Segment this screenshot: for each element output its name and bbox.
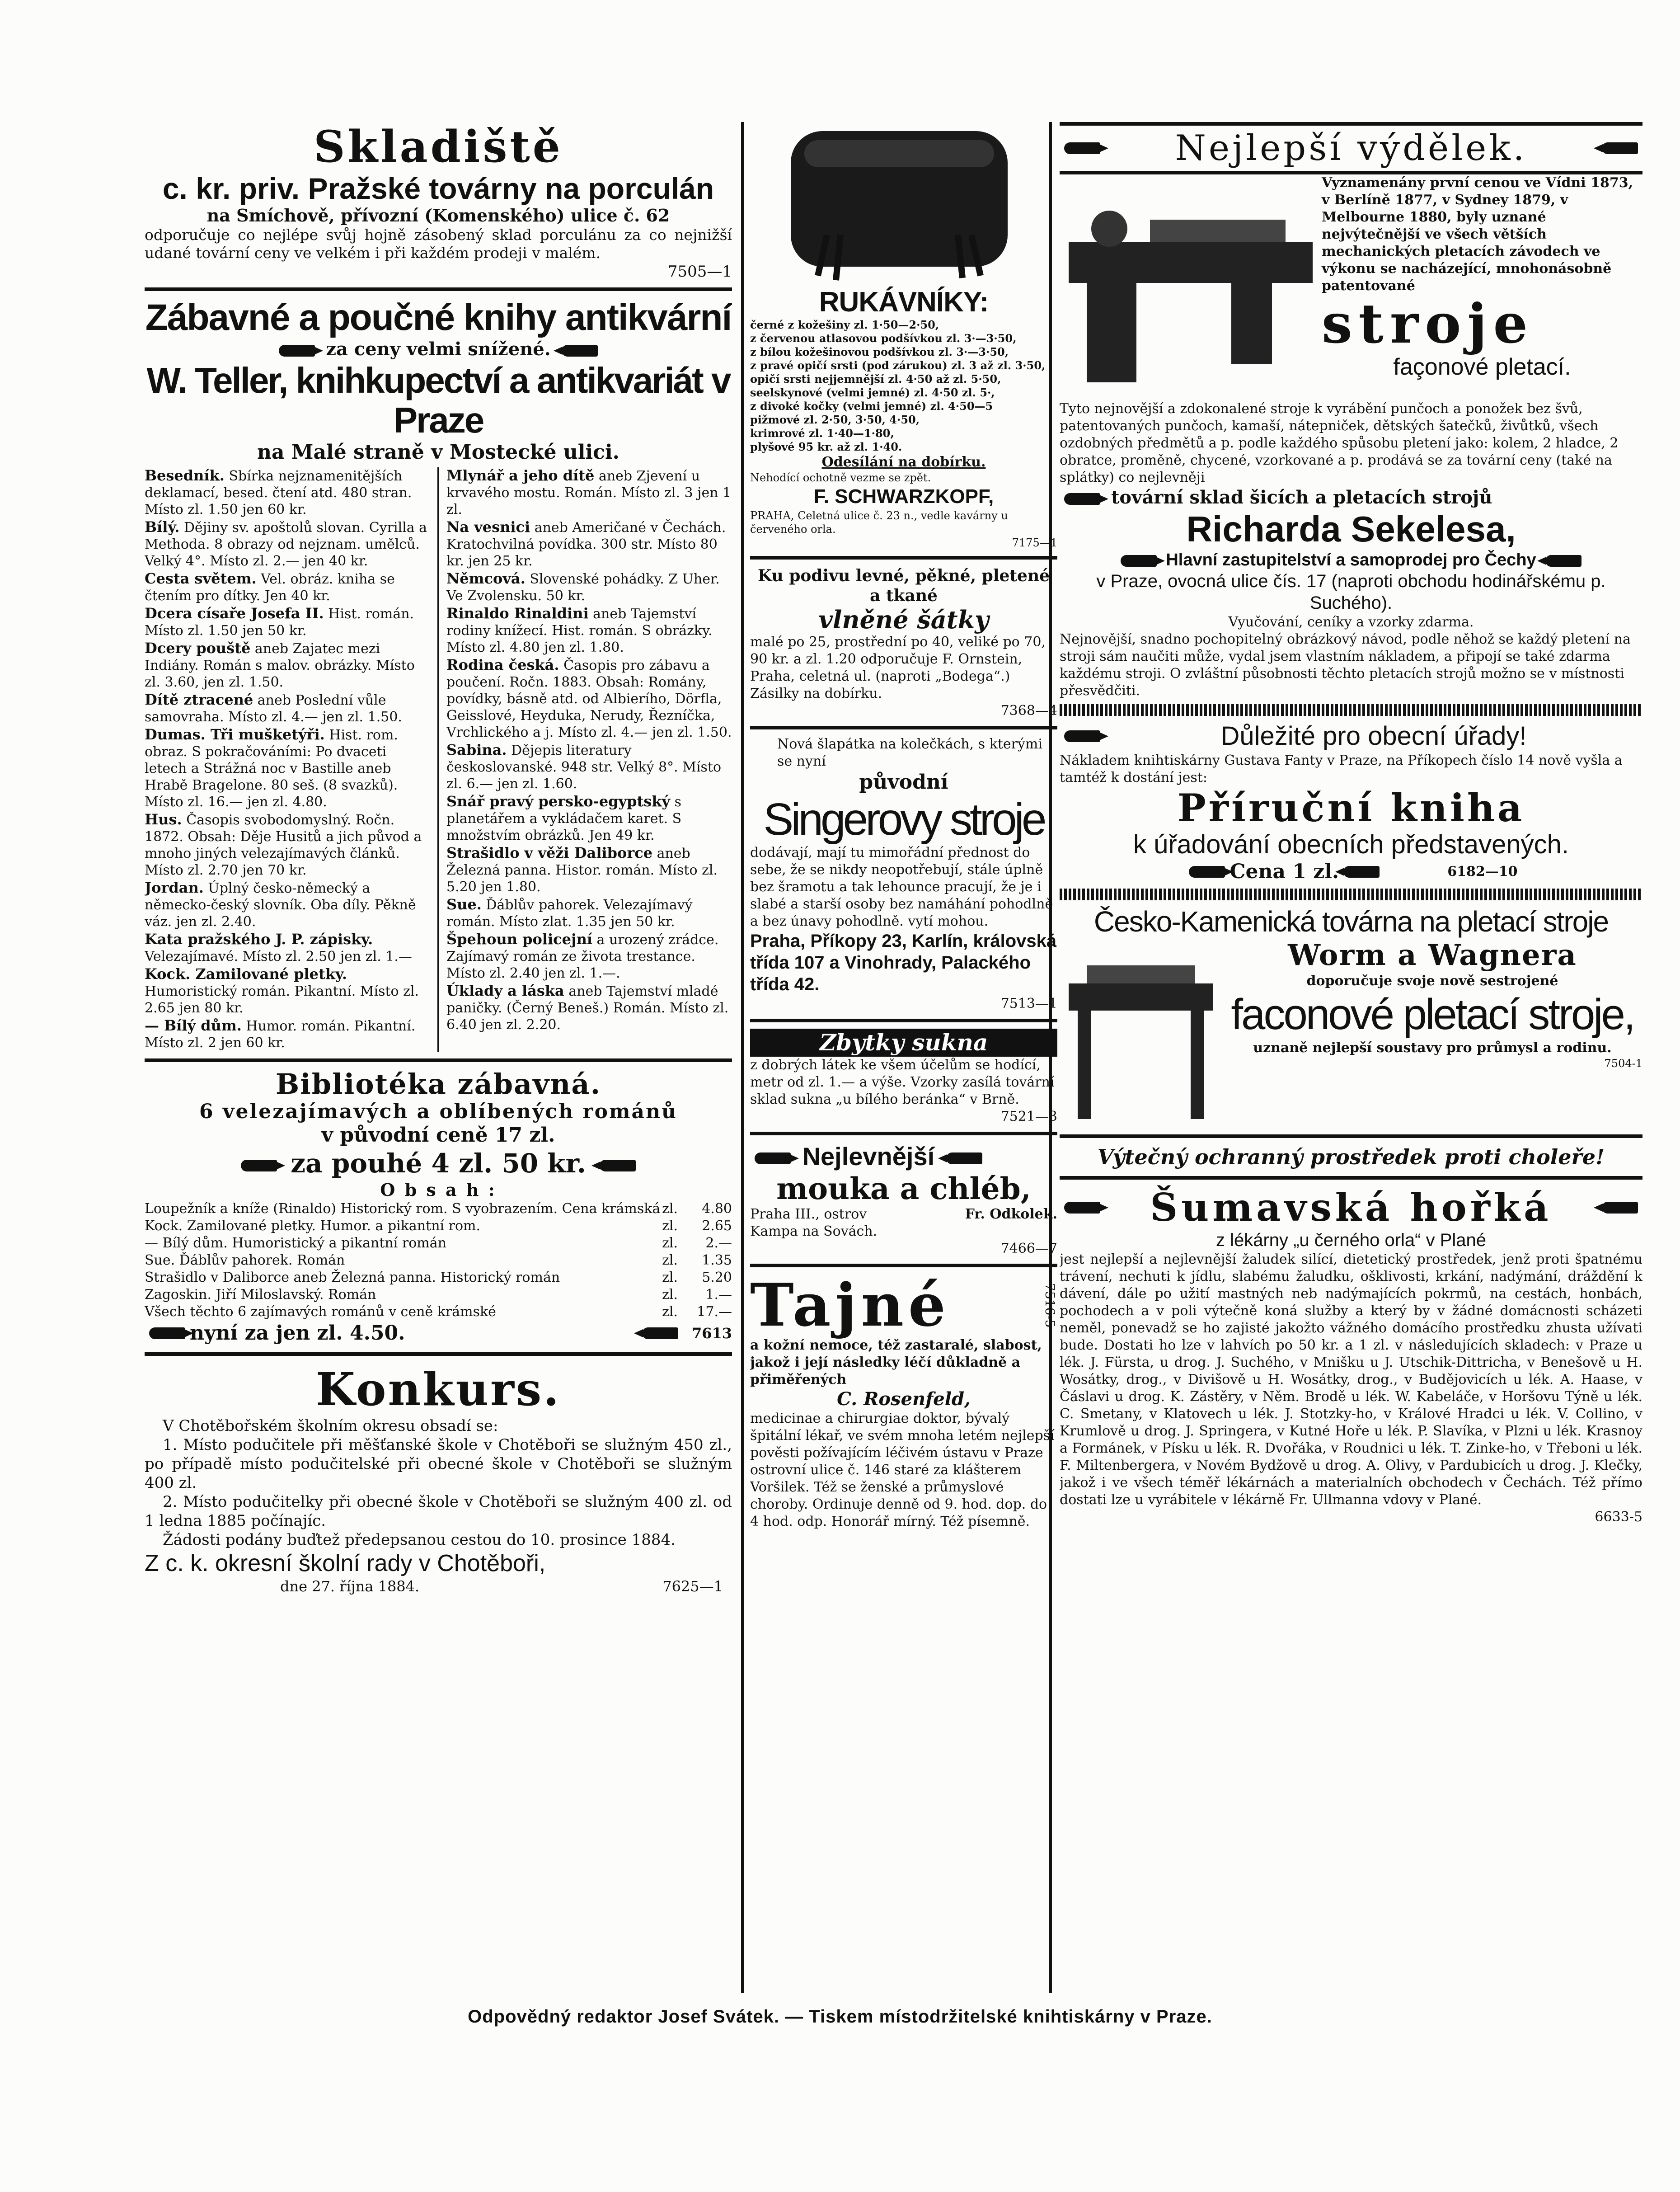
knitting-machine-illustration (1060, 174, 1322, 400)
pointing-hand-icon (946, 1152, 982, 1164)
muff-item: pižmové zl. 2·50, 3·50, 4·50, (750, 413, 920, 426)
hatched-divider (1060, 704, 1642, 716)
wool-text: malé po 25, prostřední po 40, veliké po 70, 90 kr. a zl. 1.20 odporučuje F. Ornstein, Praha, celetná ul. (naproti „Bodega“.) Zásilky na dobírku. (750, 634, 1046, 701)
bitter-text: jest nejlepší a nejlevnější žaludek silící, dietetický prostředek, jenž proti špatnému trávení, nechuti k jídlu, slabému žaludku, ošklivosti, krkání, nadýmání, dráždění k dávení, dále po užití mastných neb nadýmajících pokrmů, na cestách, honbách, pochodech a v poli výtečně koná služby a který by v žádné domácnosti scházeti neměl, ponevadž se ho zajisté jakožto vážného domácího prostředku zhusta užívati bude. Dostati ho lze v lahvích po 50 kr. a 1 zl. v následujících skladech: v Praze u lék. J. Fürsta, u drog. J. Suchého, v Mnišku u J. Utschik-Dittricha, v Benešově u H. Wosátky, drog., v Divišově u H. Wosátky, drog., v Budějovicích u lék. A. Haase, v Čáslavi u drog. K. Zástěry, v Něm. Brodě u lék. W. Kabeláče, v Horšovu Týně u lék. C. Smetany, v Klatovech u lék. J. Stotzky-ho, v Králové Hradci u lék. V. Collino, v Krumlově u drog. J. Springera, v Kutné Hoře u lék. P. Slavíka, v Plzni u lék. Krasnoy a Formánek, v Písku u lék. R. Dvořáka, v Roudnici u lék. T. Zinke-ho, v Třeboni u lék. F. Miltenbergera, v Novém Bydžově u drog. A. Olivy, v Pardubicích u drog. J. Klečky, jakož i ve všech téměř lékárnách a materialních obchodech v Čechách. Též přímo dostati lze u vyrábitele v lékárně Fr. Ullmanna vdovy v Plané. (1060, 1251, 1642, 1508)
library-ad-line1: 6 velezajímavých a oblíbených románů (199, 1100, 677, 1123)
hatched-divider (1060, 889, 1642, 900)
porcelain-ad-address: na Smíchově, přívozní (Komenského) ulice č. 62 (206, 205, 670, 226)
secret-ad (750, 1270, 1057, 1530)
konkurs-title: Konkurs. (316, 1363, 561, 1416)
book-entry: — Bílý dům. Humor. román. Pikantní. Místo zl. 2 jen 60 kr. (145, 1017, 416, 1051)
library-ad (145, 1068, 732, 1346)
flour-ad (750, 1142, 1057, 1257)
pointing-hand-icon (1189, 866, 1225, 878)
price-row: Všech těchto 6 zajímavých románů v ceně krámské zl. 17.— (145, 1304, 732, 1320)
pointing-hand-icon (1602, 1202, 1638, 1214)
column-rule-1 (741, 122, 744, 1993)
book-entry: Dcery pouště aneb Zajatec mezi Indiány. Román s malov. obrázky. Místo zl. 3.60, jen zl. 1.50. (145, 640, 415, 690)
cloth-code: 7521—3 (1000, 1109, 1057, 1124)
singer-text: dodávají, mají tu mimořádní přednost do sebe, že se nikdy neopotřebují, stále úplně bez šramotu a tak lehounce pracují, že je i slabé a starší osoby bez namáhání pohodlně a bez únavy pohodlně. vytí mohou. (750, 845, 1053, 929)
pointing-hand-icon (755, 1152, 791, 1164)
pointing-hand-icon (1064, 142, 1100, 154)
divider (750, 1264, 1057, 1267)
knit2-code: 7504-1 (1604, 1057, 1642, 1070)
book-entry: Rinaldo Rinaldini aneb Tajemství rodiny knížecí. Hist. román. S obrázky. Místo zl. 4.80 jen zl. 1.80. (446, 605, 713, 655)
muff-item: z divoké kočky (velmi jemné) zl. 4·50—5 (750, 400, 993, 413)
pointing-hand-icon (562, 345, 598, 357)
secret-text-2: medicinae a chirurgiae doktor, bývalý špitální lékař, ve svém mnoha letém nejlepší pověsti požívajícím léčivém ústavu v Praze ostrovní ulice č. 146 staré za klášterem Voršilek. Též se ženské a průmyslové choroby. Ordinuje denně od 9. hod. dop. do 4 hod. odp. Honorář mírný. Též písemně. (750, 1411, 1055, 1529)
knit2-text2: uznaně nejlepší soustavy pro průmysl a rodinu. (1253, 1040, 1612, 1056)
library-ad-line2: v původní ceně 17 zl. (321, 1124, 555, 1147)
knit1-intro: Vyznamenány první cenou ve Vídni 1873, v Berlíně 1877, v Sydney 1879, v Melbourne 1880, byly uznané nejvýtečnější ve všech větších mechanických pletacích závodech ve výkonu se nacházející, mnohonásobně patentované (1322, 175, 1633, 294)
divider (145, 287, 732, 291)
singer-label: původní (859, 771, 948, 794)
books-ad-priceline: za ceny velmi snížené. (326, 339, 551, 360)
konkurs-paragraph: 1. Místo podučitele při měšťanské škole v Chotěboři se služným 450 zl., po případě místo podučitelské při obecné škole v Chotěboři se služným 400 zl. (145, 1436, 732, 1492)
muff-shipping: Odesílání na dobírku. (821, 454, 986, 470)
bitter-code: 6633-5 (1595, 1509, 1642, 1525)
pointing-hand-icon (241, 1160, 277, 1171)
cloth-title: Zbytky sukna (750, 1029, 1057, 1057)
porcelain-ad-title: Skladiště (314, 122, 563, 172)
flour-title-2: mouka a chléb, (776, 1171, 1031, 1206)
konkurs-paragraph: 2. Místo podučitelky při obecné škole v Chotěboři se služným 400 zl. od 1 ledna 1885 počínajíc. (145, 1493, 732, 1530)
muff-item: plyšové 95 kr. až zl. 1·40. (750, 440, 902, 453)
singer-address: Praha, Příkopy 23, Karlín, královská třída 107 a Vinohrady, Palackého třída 42. (750, 931, 1057, 994)
konkurs-intro: V Chotěbořském školním okresu obsadí se: (163, 1417, 498, 1435)
book-entry: Dítě ztracené aneb Poslední vůle samovraha. Místo zl. 4.— jen zl. 1.50. (145, 691, 402, 725)
knit1-address: v Praze, ovocná ulice čís. 17 (naproti obchodu hodinářskému p. Suchého). (1096, 571, 1606, 613)
knit2-title: Česko-Kamenická továrna na pletací stroje (1093, 905, 1609, 938)
porcelain-ad-text: odporučuje co nejlépe svůj hojně zásobený sklad porculánu za co nejnižší udané tovární ceny ve velkém i při každém prodeji v malém. (145, 226, 732, 262)
pointing-hand-icon (1064, 730, 1100, 742)
muff-item: z červenou atlasovou podšívkou zl. 3·—3·50, (750, 332, 1017, 345)
wool-code: 7368—4 (1000, 703, 1057, 719)
pointing-hand-icon (149, 1327, 185, 1339)
singer-ad (750, 736, 1057, 1012)
pointing-hand-icon (1343, 866, 1380, 878)
office-ad (1060, 720, 1642, 884)
knit1-teach: Vyučování, ceníky a vzorky zdarma. (1228, 614, 1474, 630)
knit1-big: stroje (1322, 292, 1535, 356)
divider (1060, 1134, 1642, 1138)
bitter-ad (1060, 1186, 1642, 1526)
machine-leg (1078, 1011, 1091, 1119)
book-entry: Bílý. Dějiny sv. apoštolů slovan. Cyrilla a Methoda. 8 obrazy od nejznam. umělců. Velký 4°. Místo zl. 2.— jen 40 kr. (145, 518, 427, 569)
office-book-subtitle: k úřadování obecních představených. (1133, 830, 1569, 859)
book-entry: Dumas. Tři mušketýři. Hist. rom. obraz. S pokračováními: Po dvaceti letech a Strážná noc v Bastille aneb Hrabě Bragelone. 80 seš. (8 svazků). Místo zl. 16.— jen zl. 4.80. (145, 726, 398, 810)
machine-leg (1231, 283, 1272, 364)
book-entry: Hus. Časopis svobodomyslný. Ročn. 1872. Obsah: Děje Husitů a jich původ a mnoho jiných velezajímavých článků. Místo zl. 2.70 jen 70 kr. (145, 811, 422, 878)
wool-title: vlněné šátky (818, 605, 989, 634)
singer-intro: Nová šlapátka na kolečkách, s kterými se nyní (777, 736, 1042, 769)
knit1-sub: façonové pletací. (1393, 354, 1571, 380)
konkurs-signature: Z c. k. okresní školní rady v Chotěboři, (145, 1550, 546, 1576)
konkurs-date: dne 27. října 1884. (280, 1578, 420, 1595)
library-ad-offer: za pouhé 4 zl. 50 kr. (291, 1148, 586, 1179)
muff-item: černé z kožešiny zl. 1·50—2·50, (750, 318, 939, 331)
books-ad-title: Zábavné a poučné knihy antikvární (145, 297, 732, 338)
book-entry: Němcová. Slovenské pohádky. Z Uher. Ve Zvolensku. 50 kr. (446, 570, 720, 604)
knit1-firm: Richarda Sekelesa, (1186, 509, 1516, 549)
knit1-text: Tyto nejnovější a zdokonalené stroje k vyrábění punčoch a ponožek bez švů, patentovaných punčoch, kamaší, nátepniček, dětských šatečků, živůtků, všech ozdobných předmětů a p. podle každého spůsobu pletení jako: kolem, 2 hladce, 2 obratce, proměně, chycené, vzorkované a p. prodává se za tovární ceny (také na splátky) co nejlevněji (1060, 401, 1619, 485)
pointing-hand-icon (279, 345, 315, 357)
book-entry: Sabina. Dějepis literatury českoslovanské. 948 str. Velký 8°. Místo zl. 6.— jen zl. 1.60. (446, 741, 722, 792)
singer-title: Singerovy stroje (763, 794, 1044, 845)
porcelain-ad-code: 7505—1 (667, 263, 732, 281)
book-entry: Snář pravý persko-egyptský s planetářem a vykládačem karet. S množstvím obrázků. Jen 49 kr. (446, 793, 682, 843)
wool-head: Ku podivu levné, pěkné, pletené a tkané (757, 566, 1050, 605)
knit1-text2: Nejnovější, snadno pochopitelný obrázkový návod, podle něhož se každý pletení na stroji sám naučiti může, vydal jsem vlastním nákladem, a připojí se také zdarma každému stroji. O zvláštní působnosti těchto pletacích strojů možno se v místnosti přesvědčiti. (1060, 631, 1631, 699)
muff-highlight (804, 140, 994, 167)
muff-item: z bílou kožešinovou podšívkou zl. 3·—3·50, (750, 345, 1009, 358)
flour-text: Praha III., ostrov Kampa na Sovách. (750, 1206, 878, 1239)
machine-leg (1087, 283, 1136, 382)
muff-firm: F. SCHWARZKOPF, (813, 485, 994, 508)
price-row: Kock. Zamilované pletky. Humor. a pikantní rom. zl. 2.65 (145, 1218, 732, 1234)
cloth-text: z dobrých látek ke všem účelům se hodící, metr od zl. 1.— a výše. Vzorky zasílá tovární sklad sukna „u bílého beránka“ v Brně. (750, 1057, 1055, 1107)
library-ad-final: nyní za jen zl. 4.50. (190, 1322, 405, 1345)
books-ad-firm: W. Teller, knihkupectví a antikvariát v Praze (146, 360, 730, 440)
books-list-right (446, 467, 732, 1052)
price-row: Zagoskin. Jiří Miloslavský. Román zl. 1.— (145, 1287, 732, 1303)
muff-title: RUKÁVNÍKY: (819, 287, 989, 318)
pointing-hand-icon (1064, 493, 1100, 505)
knit1-title: Nejlepší výdělek. (1175, 128, 1527, 169)
book-entry: Úklady a láska aneb Tajemství mladé paničky. (Černý Beneš.) Román. Místo zl. 6.40 jen zl. 2.20. (446, 982, 729, 1033)
column-2 (750, 122, 1057, 1993)
singer-code: 7513—1 (1000, 996, 1057, 1011)
office-book-title: Příruční kniha (1177, 786, 1525, 830)
library-ad-contents: O b s a h : (380, 1180, 497, 1200)
price-row: — Bílý dům. Humoristický a pikantní román zl. 2.— (145, 1235, 732, 1251)
knit1-repr: Hlavní zastupitelství a samoprodej pro Čechy (1166, 550, 1536, 569)
machine-body (1069, 242, 1313, 283)
price-row: Strašidlo v Daliborce aneb Železná panna. Historický román zl. 5.20 (145, 1270, 732, 1285)
muff-item: opičí srsti nejjemnější zl. 4·50 až zl. 5·50, (750, 372, 1001, 386)
library-ad-title: Bibliotéka zábavná. (275, 1068, 601, 1101)
book-entry: Špehoun policejní a urozený zrádce. Zajímavý román ze života trestance. Místo zl. 2.40 jen zl. 1.—. (446, 931, 719, 981)
column-1 (145, 122, 732, 1993)
porcelain-ad-subtitle: c. kr. priv. Pražské továrny na porculán (162, 172, 714, 205)
bitter-sub: z lékárny „u černého orla“ v Plané (1215, 1230, 1487, 1250)
pointing-hand-icon (1602, 142, 1638, 154)
book-entry: Besedník. Sbírka nejznamenitějších deklamací, besed. čtení atd. 480 stran. Místo zl. 1.50 jen 60 kr. (145, 467, 412, 517)
flour-title-1: Nejlevnější (802, 1142, 935, 1171)
divider (750, 556, 1057, 560)
list-separator (437, 467, 439, 1052)
pointing-hand-icon (642, 1327, 678, 1339)
machine-needles (1150, 220, 1286, 242)
pointing-hand-icon (600, 1160, 636, 1171)
book-entry: Jordan. Úplný česko-německý a německo-český slovník. Oba díly. Pěkně váz. jen zl. 2.40. (145, 879, 416, 930)
machine-wheel (1091, 211, 1127, 247)
knitting-ad-1 (1060, 122, 1642, 700)
book-entry: Na vesnici aneb Američané v Čechách. Kratochvilná povídka. 300 str. Místo 80 kr. jen 25 kr. (446, 518, 726, 569)
office-text: Nákladem knihtiskárny Gustava Fanty v Praze, na Příkopech číslo 14 nově vyšla a tamtéž k dostání jest: (1060, 753, 1623, 786)
book-entry: Mlynář a jeho dítě aneb Zjevení u krvavého mostu. Román. Místo zl. 3 jen 1 zl. (446, 467, 732, 517)
secret-code: 7516-5 (1042, 1283, 1057, 1328)
muff-item: z pravé opičí srsti (pod zárukou) zl. 3 až zl. 3·50, (750, 359, 1046, 372)
cholera-ad-title: Výtečný ochranný prostředek proti choleře! (1097, 1145, 1605, 1169)
knit2-text1: doporučuje svoje nově sestrojené (1306, 973, 1558, 989)
books-ad-location: na Malé straně v Mostecké ulici. (257, 441, 619, 464)
office-price: Cena 1 zl. (1229, 860, 1339, 883)
konkurs-code: 7625—1 (662, 1578, 723, 1595)
muff-note: Nehodící ochotně vezme se zpět. (750, 471, 931, 484)
book-entry: Cesta světem. Vel. obráz. kniha se čtením pro dítky. Jen 40 kr. (145, 570, 395, 604)
books-list-left (145, 467, 430, 1052)
column-3 (1060, 122, 1642, 1993)
knitting-machine-illustration-2 (1060, 938, 1222, 1128)
divider (1060, 1176, 1642, 1180)
knit2-big: faconové pletací stroje, (1231, 990, 1634, 1039)
library-ad-code: 7613 (691, 1325, 732, 1342)
book-entry: Kata pražského J. P. zápisky. Velezajímavé. Místo zl. 2.50 jen zl. 1.— (145, 931, 412, 964)
machine-body (1069, 983, 1213, 1011)
divider (145, 1058, 732, 1062)
konkurs-ad (145, 1362, 732, 1595)
office-code: 6182—10 (1447, 864, 1518, 880)
book-entry: Sue. Ďáblův pahorek. Velezajímavý román. Místo zlat. 1.35 jen 50 kr. (446, 896, 693, 930)
divider (750, 1019, 1057, 1022)
muff-item: seelskynové (velmi jemné) zl. 4·50 zl. 5·, (750, 386, 995, 399)
muff-address: PRAHA, Celetná ulice č. 23 n., vedle kavárny u červeného orla. (750, 509, 1008, 536)
books-ad (145, 297, 732, 1052)
divider (145, 1352, 732, 1356)
price-row: Loupežník a kníže (Rinaldo) Historický rom. S vyobrazením. Cena krámská zl. 4.80 (145, 1201, 732, 1217)
muff-item: krimrové zl. 1·40—1·80, (750, 427, 894, 440)
book-entry: Dcera císaře Josefa II. Hist. román. Místo zl. 1.50 jen 50 kr. (145, 605, 414, 639)
pointing-hand-icon (1121, 555, 1157, 567)
porcelain-ad (145, 122, 732, 281)
pointing-hand-icon (1545, 555, 1581, 567)
wool-ad (750, 566, 1057, 720)
secret-text-1: a kožní nemoce, též zastaralé, slabost, jakož i její následky léčí důkladně a přiměřených (750, 1337, 1042, 1388)
cloth-ad (750, 1029, 1057, 1125)
konkurs-paragraph: Žádosti podány buďtež předepsanou cestou do 10. prosince 1884. (163, 1531, 676, 1549)
office-title: Důležité pro obecní úřady! (1220, 721, 1527, 751)
knitting-ad-2 (1060, 905, 1642, 1128)
flour-code: 7466—7 (1000, 1241, 1057, 1256)
machine-leg (1191, 1011, 1204, 1119)
book-entry: Kock. Zamilované pletky. Humoristický román. Pikantní. Místo zl. 2.65 jen 80 kr. (145, 965, 419, 1016)
price-row: Sue. Ďáblův pahorek. Román zl. 1.35 (145, 1252, 732, 1268)
pointing-hand-icon (1064, 1202, 1100, 1214)
page-footer: Odpovědný redaktor Josef Svátek. — Tiskem místodržitelské knihtiskárny v Praze. (468, 2007, 1212, 2027)
muff-illustration (750, 122, 1048, 285)
book-entry: Strašidlo v věži Daliborce aneb Železná panna. Histor. román. Místo zl. 5.20 jen 1.80. (446, 844, 718, 895)
muff-ad (750, 122, 1057, 550)
knit2-firm: Worm a Wagnera (1288, 938, 1577, 972)
divider (750, 1132, 1057, 1135)
machine-needles (1087, 965, 1195, 983)
secret-doctor: C. Rosenfeld, (837, 1388, 971, 1410)
muff-code: 7175—1 (1012, 536, 1057, 549)
bitter-title: Šumavská hořká (1150, 1185, 1552, 1230)
flour-firm: Fr. Odkolek. (965, 1206, 1057, 1222)
divider (750, 726, 1057, 729)
book-entry: Rodina česká. Časopis pro zábavu a poučení. Ročn. 1883. Obsah: Romány, povídky, básně atd. od Albierího, Dörfla, Geisslové, Heydukа, Nerudy, Řezníčka, Vrchlického a j. Místo zl. 4.— jen zl. 1.50. (446, 656, 732, 740)
secret-title: Tajné (750, 1270, 950, 1340)
knit1-line: tovární sklad šicích a pletacích strojů (1111, 487, 1492, 508)
